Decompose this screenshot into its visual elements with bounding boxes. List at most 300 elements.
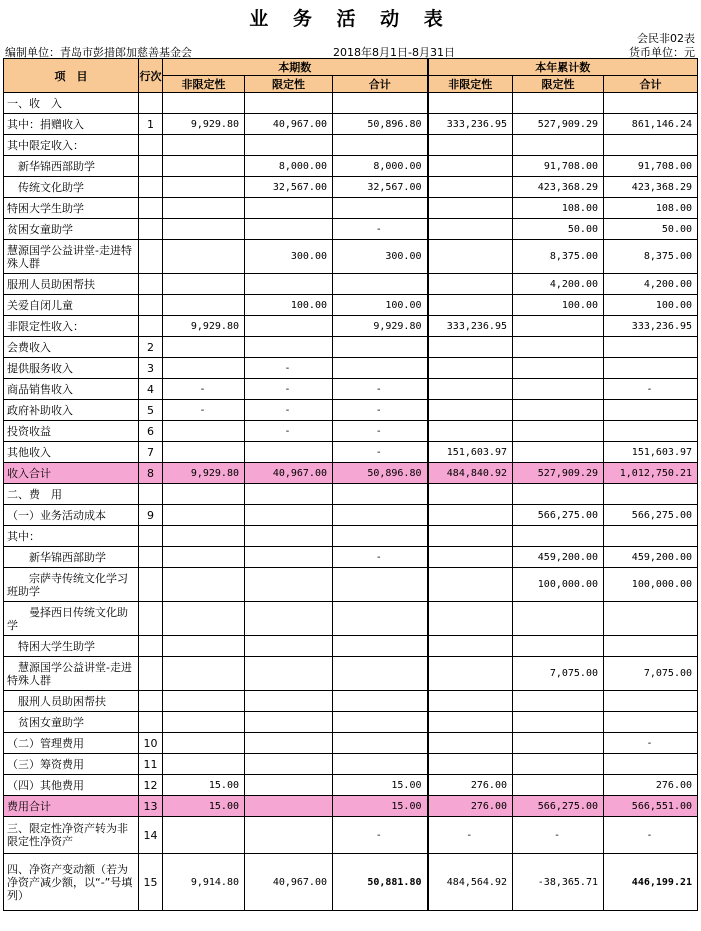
cell-c1 <box>163 691 245 712</box>
cell-c2 <box>245 337 333 358</box>
cell-y1 <box>428 636 513 657</box>
cell-y3: 8,375.00 <box>604 240 698 274</box>
cell-c2 <box>245 636 333 657</box>
cell-c3 <box>333 636 428 657</box>
cell-c1: 9,929.80 <box>163 316 245 337</box>
cell-c2 <box>245 796 333 817</box>
row-label: （四）其他费用 <box>4 775 139 796</box>
header-ytd-restricted: 限定性 <box>513 76 604 93</box>
table-row <box>4 240 698 274</box>
cell-y1 <box>428 505 513 526</box>
table-row <box>4 712 698 733</box>
row-label: 提供服务收入 <box>4 358 139 379</box>
cell-y1 <box>428 240 513 274</box>
cell-c3: - <box>333 421 428 442</box>
cell-y1 <box>428 657 513 691</box>
cell-y2: 8,375.00 <box>513 240 604 274</box>
row-label: 商品销售收入 <box>4 379 139 400</box>
header-current-unrestricted: 非限定性 <box>163 76 245 93</box>
cell-c2 <box>245 754 333 775</box>
row-label: 四、净资产变动额（若为净资产减少额，以“-”号填列） <box>4 854 139 911</box>
cell-y1 <box>428 484 513 505</box>
cell-y3 <box>604 691 698 712</box>
form-code: 会民非02表 <box>637 32 695 45</box>
cell-c1: 15.00 <box>163 796 245 817</box>
cell-y1: 276.00 <box>428 775 513 796</box>
row-number <box>139 177 163 198</box>
row-number <box>139 135 163 156</box>
row-number: 15 <box>139 854 163 911</box>
cell-c1 <box>163 442 245 463</box>
row-number <box>139 198 163 219</box>
cell-c1 <box>163 484 245 505</box>
cell-c3 <box>333 337 428 358</box>
row-number: 6 <box>139 421 163 442</box>
row-label: 贫困女童助学 <box>4 219 139 240</box>
cell-y2 <box>513 379 604 400</box>
row-label: 特困大学生助学 <box>4 198 139 219</box>
table-row <box>4 295 698 316</box>
row-label: （一）业务活动成本 <box>4 505 139 526</box>
cell-y2: 527,909.29 <box>513 463 604 484</box>
reporting-org: 编制单位：青岛市彭措郎加慈善基金会 <box>5 46 192 59</box>
cell-c1 <box>163 526 245 547</box>
cell-c2 <box>245 547 333 568</box>
row-label: 费用合计 <box>4 796 139 817</box>
cell-y1 <box>428 526 513 547</box>
cell-c3: 50,896.80 <box>333 463 428 484</box>
table-row <box>4 156 698 177</box>
row-label: （三）筹资费用 <box>4 754 139 775</box>
cell-y1 <box>428 379 513 400</box>
cell-y3: 276.00 <box>604 775 698 796</box>
row-label: 政府补助收入 <box>4 400 139 421</box>
table-row <box>4 568 698 602</box>
report-title: 业 务 活 动 表 <box>249 8 452 30</box>
cell-c2: 40,967.00 <box>245 463 333 484</box>
cell-y2 <box>513 754 604 775</box>
cell-y1: 484,564.92 <box>428 854 513 911</box>
row-label: 二、费 用 <box>4 484 139 505</box>
row-number: 5 <box>139 400 163 421</box>
cell-c3: - <box>333 442 428 463</box>
cell-y2 <box>513 442 604 463</box>
cell-c2 <box>245 442 333 463</box>
table-row <box>4 198 698 219</box>
table-row <box>4 93 698 114</box>
cell-c2: - <box>245 358 333 379</box>
cell-y1 <box>428 93 513 114</box>
cell-c1: - <box>163 400 245 421</box>
header-ytd-unrestricted: 非限定性 <box>428 76 513 93</box>
cell-c1 <box>163 505 245 526</box>
cell-y2: 527,909.29 <box>513 114 604 135</box>
cell-c1 <box>163 177 245 198</box>
cell-y3: 566,275.00 <box>604 505 698 526</box>
row-number <box>139 295 163 316</box>
row-label: 收入合计 <box>4 463 139 484</box>
cell-c3: - <box>333 219 428 240</box>
cell-y1 <box>428 156 513 177</box>
row-number <box>139 712 163 733</box>
cell-c1 <box>163 636 245 657</box>
cell-y1 <box>428 177 513 198</box>
cell-y2: 566,275.00 <box>513 796 604 817</box>
cell-c2: - <box>245 421 333 442</box>
cell-c2 <box>245 505 333 526</box>
row-label: 服刑人员助困帮扶 <box>4 691 139 712</box>
row-number: 7 <box>139 442 163 463</box>
cell-y1 <box>428 733 513 754</box>
cell-c2 <box>245 712 333 733</box>
cell-c1: - <box>163 379 245 400</box>
table-row <box>4 316 698 337</box>
cell-c1 <box>163 602 245 636</box>
table-row <box>4 114 698 135</box>
table-row <box>4 337 698 358</box>
cell-y3: 151,603.97 <box>604 442 698 463</box>
cell-c2 <box>245 484 333 505</box>
cell-y2: 423,368.29 <box>513 177 604 198</box>
row-number: 14 <box>139 817 163 854</box>
row-label: 投资收益 <box>4 421 139 442</box>
cell-c2 <box>245 568 333 602</box>
cell-y1: 484,840.92 <box>428 463 513 484</box>
row-label: 特困大学生助学 <box>4 636 139 657</box>
row-number: 4 <box>139 379 163 400</box>
table-row <box>4 733 698 754</box>
cell-y2 <box>513 636 604 657</box>
cell-y1 <box>428 337 513 358</box>
cell-c3: - <box>333 817 428 854</box>
table-row <box>4 135 698 156</box>
cell-y1 <box>428 602 513 636</box>
table-row <box>4 775 698 796</box>
row-number <box>139 526 163 547</box>
activity-statement-table <box>3 58 698 911</box>
cell-y3: 1,012,750.21 <box>604 463 698 484</box>
row-label: 其中： <box>4 526 139 547</box>
cell-y2: -38,365.71 <box>513 854 604 911</box>
cell-c1 <box>163 135 245 156</box>
cell-c1 <box>163 421 245 442</box>
cell-y2: 50.00 <box>513 219 604 240</box>
row-number: 12 <box>139 775 163 796</box>
cell-y1 <box>428 691 513 712</box>
row-label: 其中限定收入： <box>4 135 139 156</box>
cell-c2: 40,967.00 <box>245 114 333 135</box>
cell-c3 <box>333 691 428 712</box>
currency-unit: 货币单位：元 <box>629 46 695 59</box>
cell-y1: 333,236.95 <box>428 114 513 135</box>
table-row <box>4 400 698 421</box>
row-number <box>139 274 163 295</box>
cell-c3: - <box>333 547 428 568</box>
table-row <box>4 602 698 636</box>
cell-y3: - <box>604 379 698 400</box>
cell-y2 <box>513 712 604 733</box>
cell-c2: 100.00 <box>245 295 333 316</box>
row-number: 13 <box>139 796 163 817</box>
cell-c3: 15.00 <box>333 796 428 817</box>
header-ytd-total: 合计 <box>604 76 698 93</box>
cell-y2 <box>513 691 604 712</box>
cell-y2: 459,200.00 <box>513 547 604 568</box>
cell-c1 <box>163 754 245 775</box>
cell-c1 <box>163 295 245 316</box>
row-number <box>139 657 163 691</box>
cell-y1 <box>428 568 513 602</box>
table-row <box>4 526 698 547</box>
cell-y2 <box>513 775 604 796</box>
cell-y1: 151,603.97 <box>428 442 513 463</box>
row-number <box>139 240 163 274</box>
row-number <box>139 484 163 505</box>
cell-y1 <box>428 400 513 421</box>
cell-c3 <box>333 484 428 505</box>
cell-c1 <box>163 547 245 568</box>
row-number: 9 <box>139 505 163 526</box>
cell-c2 <box>245 691 333 712</box>
cell-y2 <box>513 733 604 754</box>
cell-c2 <box>245 775 333 796</box>
cell-y3: - <box>604 733 698 754</box>
cell-y1: - <box>428 817 513 854</box>
cell-c3 <box>333 274 428 295</box>
cell-c3 <box>333 93 428 114</box>
header-item: 项 目 <box>4 59 139 93</box>
cell-c1: 15.00 <box>163 775 245 796</box>
cell-y3: 333,236.95 <box>604 316 698 337</box>
header-current-period: 本期数 <box>163 59 428 76</box>
cell-c1 <box>163 156 245 177</box>
cell-y3: 91,708.00 <box>604 156 698 177</box>
cell-y2 <box>513 337 604 358</box>
cell-c2 <box>245 316 333 337</box>
cell-c2: 300.00 <box>245 240 333 274</box>
cell-c2 <box>245 817 333 854</box>
table-row <box>4 463 698 484</box>
cell-c3 <box>333 602 428 636</box>
cell-y3: 459,200.00 <box>604 547 698 568</box>
cell-c2 <box>245 657 333 691</box>
row-number: 11 <box>139 754 163 775</box>
cell-c1 <box>163 274 245 295</box>
row-number <box>139 568 163 602</box>
cell-c3: - <box>333 379 428 400</box>
cell-c3: 50,881.80 <box>333 854 428 911</box>
cell-y3 <box>604 712 698 733</box>
cell-y2 <box>513 316 604 337</box>
cell-c2: 8,000.00 <box>245 156 333 177</box>
cell-c1: 9,914.80 <box>163 854 245 911</box>
cell-y3 <box>604 754 698 775</box>
row-label: 新华锦西部助学 <box>4 156 139 177</box>
cell-c3: 100.00 <box>333 295 428 316</box>
cell-c2: - <box>245 379 333 400</box>
row-label: 其他收入 <box>4 442 139 463</box>
header-year-to-date: 本年累计数 <box>428 59 698 76</box>
table-row <box>4 547 698 568</box>
cell-y3 <box>604 421 698 442</box>
cell-c3 <box>333 733 428 754</box>
cell-y2 <box>513 93 604 114</box>
cell-c2 <box>245 93 333 114</box>
table-row <box>4 754 698 775</box>
cell-c3 <box>333 657 428 691</box>
cell-y2 <box>513 526 604 547</box>
cell-y1 <box>428 274 513 295</box>
cell-y3: 4,200.00 <box>604 274 698 295</box>
table-row <box>4 274 698 295</box>
cell-y1 <box>428 421 513 442</box>
cell-y1 <box>428 754 513 775</box>
cell-y1 <box>428 712 513 733</box>
cell-y2: 100.00 <box>513 295 604 316</box>
cell-y2: 4,200.00 <box>513 274 604 295</box>
cell-y3: 108.00 <box>604 198 698 219</box>
cell-y3 <box>604 484 698 505</box>
row-label: 关爱自闭儿童 <box>4 295 139 316</box>
cell-c2: 40,967.00 <box>245 854 333 911</box>
cell-c2 <box>245 274 333 295</box>
row-label: 传统文化助学 <box>4 177 139 198</box>
cell-y1: 333,236.95 <box>428 316 513 337</box>
cell-c1 <box>163 657 245 691</box>
cell-y1 <box>428 547 513 568</box>
row-number <box>139 219 163 240</box>
cell-c2: - <box>245 400 333 421</box>
cell-c1 <box>163 733 245 754</box>
table-row <box>4 379 698 400</box>
cell-c2 <box>245 526 333 547</box>
cell-c1 <box>163 337 245 358</box>
table-row <box>4 421 698 442</box>
cell-y3 <box>604 358 698 379</box>
row-label: 慧源国学公益讲堂-走进特殊人群 <box>4 657 139 691</box>
row-number <box>139 547 163 568</box>
table-row <box>4 505 698 526</box>
cell-c1 <box>163 568 245 602</box>
cell-y3: 100,000.00 <box>604 568 698 602</box>
cell-c3: 300.00 <box>333 240 428 274</box>
cell-c2 <box>245 198 333 219</box>
row-number: 8 <box>139 463 163 484</box>
cell-y3 <box>604 602 698 636</box>
cell-c1 <box>163 358 245 379</box>
cell-y2: 108.00 <box>513 198 604 219</box>
cell-y3: 7,075.00 <box>604 657 698 691</box>
cell-y3: - <box>604 817 698 854</box>
cell-c2 <box>245 733 333 754</box>
cell-y3: 446,199.21 <box>604 854 698 911</box>
table-row <box>4 691 698 712</box>
cell-c2 <box>245 602 333 636</box>
row-label: 一、收 入 <box>4 93 139 114</box>
row-number: 10 <box>139 733 163 754</box>
row-number <box>139 156 163 177</box>
table-row <box>4 177 698 198</box>
row-label: 服刑人员助困帮扶 <box>4 274 139 295</box>
row-number <box>139 602 163 636</box>
cell-y2 <box>513 484 604 505</box>
cell-y2: 7,075.00 <box>513 657 604 691</box>
cell-c1 <box>163 240 245 274</box>
row-label: 曼择西日传统文化助学 <box>4 602 139 636</box>
table-row <box>4 657 698 691</box>
cell-y1 <box>428 219 513 240</box>
cell-c3: 32,567.00 <box>333 177 428 198</box>
cell-y2: - <box>513 817 604 854</box>
cell-c3 <box>333 198 428 219</box>
cell-y3: 566,551.00 <box>604 796 698 817</box>
cell-c3 <box>333 754 428 775</box>
cell-y2 <box>513 421 604 442</box>
cell-c1: 9,929.80 <box>163 463 245 484</box>
header-current-total: 合计 <box>333 76 428 93</box>
cell-c2 <box>245 135 333 156</box>
cell-y3 <box>604 93 698 114</box>
header-row-number: 行次 <box>139 59 163 93</box>
table-row <box>4 796 698 817</box>
cell-y3 <box>604 636 698 657</box>
row-number: 2 <box>139 337 163 358</box>
cell-c3 <box>333 568 428 602</box>
cell-y1 <box>428 358 513 379</box>
table-row <box>4 817 698 854</box>
row-label: 贫困女童助学 <box>4 712 139 733</box>
row-label: 宗萨寺传统文化学习班助学 <box>4 568 139 602</box>
cell-c3: 8,000.00 <box>333 156 428 177</box>
row-label: 会费收入 <box>4 337 139 358</box>
row-number <box>139 316 163 337</box>
cell-c3: 50,896.80 <box>333 114 428 135</box>
cell-c3 <box>333 505 428 526</box>
row-number: 3 <box>139 358 163 379</box>
cell-c2 <box>245 219 333 240</box>
table-row <box>4 636 698 657</box>
cell-y2 <box>513 135 604 156</box>
row-number: 1 <box>139 114 163 135</box>
cell-y2 <box>513 358 604 379</box>
cell-c3 <box>333 526 428 547</box>
cell-c3: 9,929.80 <box>333 316 428 337</box>
row-label: 新华锦西部助学 <box>4 547 139 568</box>
cell-y3 <box>604 135 698 156</box>
row-label: 三、限定性净资产转为非限定性净资产 <box>4 817 139 854</box>
table-row <box>4 219 698 240</box>
row-label: （二）管理费用 <box>4 733 139 754</box>
header-current-restricted: 限定性 <box>245 76 333 93</box>
cell-y1 <box>428 295 513 316</box>
cell-c1 <box>163 198 245 219</box>
table-row <box>4 442 698 463</box>
cell-y3: 423,368.29 <box>604 177 698 198</box>
cell-c1: 9,929.80 <box>163 114 245 135</box>
cell-y1 <box>428 135 513 156</box>
table-row <box>4 358 698 379</box>
row-number <box>139 93 163 114</box>
cell-c3 <box>333 358 428 379</box>
cell-c3: - <box>333 400 428 421</box>
cell-c1 <box>163 817 245 854</box>
cell-y2: 100,000.00 <box>513 568 604 602</box>
row-number <box>139 691 163 712</box>
row-label: 非限定性收入： <box>4 316 139 337</box>
cell-y1 <box>428 198 513 219</box>
cell-c1 <box>163 93 245 114</box>
cell-y2 <box>513 400 604 421</box>
